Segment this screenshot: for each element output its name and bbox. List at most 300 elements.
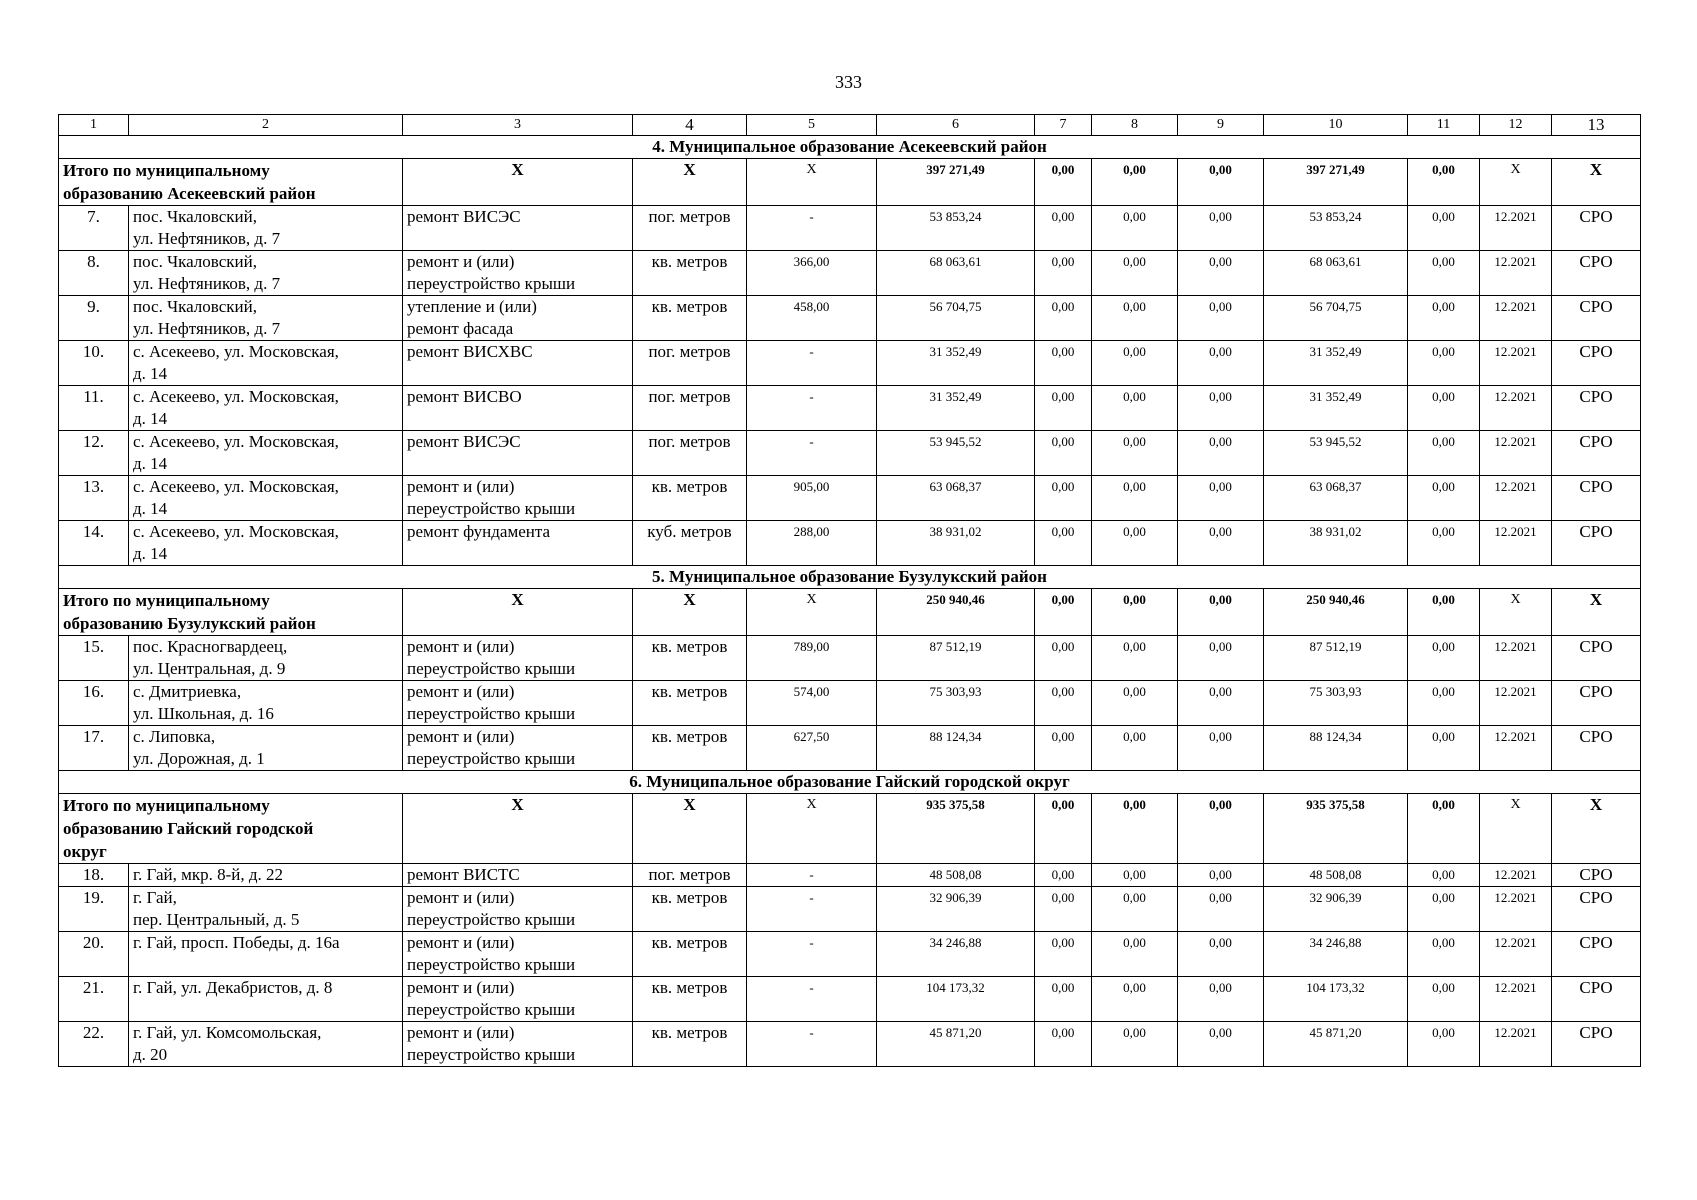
- value-cell: 0,00: [1092, 251, 1178, 296]
- value-cell: 0,00: [1178, 977, 1264, 1022]
- value-cell: 0,00: [1408, 726, 1480, 771]
- date-cell: 12.2021: [1480, 341, 1552, 386]
- value-cell: 0,00: [1178, 431, 1264, 476]
- column-number-header: 1: [59, 115, 129, 136]
- value-cell: 0,00: [1408, 932, 1480, 977]
- row-number: 18.: [59, 864, 129, 887]
- column-number-header: 6: [877, 115, 1035, 136]
- column-number-header: 9: [1178, 115, 1264, 136]
- total-cell: 0,00: [1178, 159, 1264, 206]
- row-number: 12.: [59, 431, 129, 476]
- value-cell: 0,00: [1092, 341, 1178, 386]
- value-cell: 0,00: [1178, 341, 1264, 386]
- address-line: д. 20: [133, 1045, 168, 1064]
- cost-cell: 32 906,39: [877, 887, 1035, 932]
- quantity-cell: -: [747, 1022, 877, 1067]
- value-cell: 0,00: [1408, 887, 1480, 932]
- address-cell: [129, 341, 403, 386]
- unit-cell: кв. метров: [633, 977, 747, 1022]
- cost-cell: 63 068,37: [1264, 476, 1408, 521]
- section-title-row: [59, 566, 1641, 589]
- address-line: пер. Центральный, д. 5: [133, 910, 300, 929]
- work-type-cell: [403, 932, 633, 977]
- work-type-cell: [403, 386, 633, 431]
- address-cell: [129, 887, 403, 932]
- value-cell: 0,00: [1092, 636, 1178, 681]
- date-cell: 12.2021: [1480, 864, 1552, 887]
- work-type-line: ремонт и (или): [407, 978, 515, 997]
- table-row: [59, 341, 1641, 386]
- cost-cell: 53 853,24: [877, 206, 1035, 251]
- total-cell: 0,00: [1092, 159, 1178, 206]
- cost-cell: 32 906,39: [1264, 887, 1408, 932]
- column-number-header: 5: [747, 115, 877, 136]
- table-row: [59, 476, 1641, 521]
- column-number-header: 12: [1480, 115, 1552, 136]
- address-cell: [129, 726, 403, 771]
- address-line: г. Гай, ул. Декабристов, д. 8: [133, 978, 333, 997]
- unit-cell: пог. метров: [633, 341, 747, 386]
- work-type-cell: [403, 206, 633, 251]
- address-cell: [129, 386, 403, 431]
- address-line: с. Дмитриевка,: [133, 682, 242, 701]
- value-cell: 0,00: [1092, 726, 1178, 771]
- address-cell: [129, 1022, 403, 1067]
- cost-cell: 53 945,52: [1264, 431, 1408, 476]
- quantity-cell: -: [747, 864, 877, 887]
- work-type-line: переустройство крыши: [407, 910, 576, 929]
- date-cell: 12.2021: [1480, 476, 1552, 521]
- total-cell-x: X: [747, 159, 877, 206]
- address-line: пос. Чкаловский,: [133, 207, 257, 226]
- address-line: ул. Центральная, д. 9: [133, 659, 286, 678]
- total-cell: 0,00: [1092, 794, 1178, 864]
- value-cell: 0,00: [1092, 1022, 1178, 1067]
- value-cell: 0,00: [1178, 296, 1264, 341]
- executor-cell: СРО: [1552, 476, 1641, 521]
- value-cell: 0,00: [1035, 726, 1092, 771]
- address-line: д. 14: [133, 364, 168, 383]
- address-line: ул. Нефтяников, д. 7: [133, 319, 281, 338]
- total-label-line: Итого по муниципальному: [63, 796, 270, 815]
- total-sum: 935 375,58: [1264, 794, 1408, 864]
- unit-cell: кв. метров: [633, 251, 747, 296]
- value-cell: 0,00: [1035, 977, 1092, 1022]
- total-cell-x: X: [633, 794, 747, 864]
- table-row: [59, 206, 1641, 251]
- executor-cell: СРО: [1552, 636, 1641, 681]
- total-cell: 0,00: [1178, 589, 1264, 636]
- work-type-line: ремонт и (или): [407, 888, 515, 907]
- quantity-cell: 574,00: [747, 681, 877, 726]
- address-line: пос. Чкаловский,: [133, 297, 257, 316]
- cost-cell: 75 303,93: [877, 681, 1035, 726]
- unit-cell: куб. метров: [633, 521, 747, 566]
- unit-cell: пог. метров: [633, 206, 747, 251]
- table-row: [59, 864, 1641, 887]
- work-type-cell: [403, 476, 633, 521]
- total-cell-x: X: [747, 589, 877, 636]
- value-cell: 0,00: [1035, 1022, 1092, 1067]
- cost-cell: 63 068,37: [877, 476, 1035, 521]
- value-cell: 0,00: [1408, 864, 1480, 887]
- total-label-line: образованию Асекеевский район: [63, 184, 316, 203]
- executor-cell: СРО: [1552, 932, 1641, 977]
- value-cell: 0,00: [1035, 296, 1092, 341]
- address-line: г. Гай, просп. Победы, д. 16а: [133, 933, 340, 952]
- table-row: [59, 932, 1641, 977]
- total-cell: 0,00: [1408, 159, 1480, 206]
- table-row: [59, 1022, 1641, 1067]
- total-label-line: Итого по муниципальному: [63, 591, 270, 610]
- value-cell: 0,00: [1092, 887, 1178, 932]
- work-type-line: ремонт и (или): [407, 477, 515, 496]
- address-line: с. Асекеево, ул. Московская,: [133, 387, 339, 406]
- address-cell: [129, 206, 403, 251]
- work-type-cell: [403, 251, 633, 296]
- work-type-cell: [403, 887, 633, 932]
- work-type-line: ремонт фундамента: [407, 522, 551, 541]
- quantity-cell: 458,00: [747, 296, 877, 341]
- value-cell: 0,00: [1035, 681, 1092, 726]
- work-type-line: ремонт и (или): [407, 727, 515, 746]
- work-type-cell: [403, 341, 633, 386]
- quantity-cell: -: [747, 386, 877, 431]
- section-title-row: [59, 771, 1641, 794]
- work-type-line: утепление и (или): [407, 297, 537, 316]
- executor-cell: СРО: [1552, 521, 1641, 566]
- value-cell: 0,00: [1408, 296, 1480, 341]
- work-type-line: ремонт ВИСХВС: [407, 342, 533, 361]
- executor-cell: СРО: [1552, 341, 1641, 386]
- table-row: [59, 386, 1641, 431]
- work-type-cell: [403, 1022, 633, 1067]
- total-cell-x: X: [1552, 794, 1641, 864]
- value-cell: 0,00: [1408, 681, 1480, 726]
- date-cell: 12.2021: [1480, 681, 1552, 726]
- column-number-header: 13: [1552, 115, 1641, 136]
- date-cell: 12.2021: [1480, 636, 1552, 681]
- cost-cell: 88 124,34: [1264, 726, 1408, 771]
- cost-cell: 53 853,24: [1264, 206, 1408, 251]
- date-cell: 12.2021: [1480, 296, 1552, 341]
- column-number-header: 2: [129, 115, 403, 136]
- total-sum: 935 375,58: [877, 794, 1035, 864]
- row-number: 11.: [59, 386, 129, 431]
- total-cell-x: X: [1480, 589, 1552, 636]
- address-cell: [129, 681, 403, 726]
- section-title-row: [59, 136, 1641, 159]
- unit-cell: кв. метров: [633, 476, 747, 521]
- executor-cell: СРО: [1552, 977, 1641, 1022]
- unit-cell: пог. метров: [633, 864, 747, 887]
- executor-cell: СРО: [1552, 864, 1641, 887]
- work-type-line: переустройство крыши: [407, 749, 576, 768]
- value-cell: 0,00: [1178, 521, 1264, 566]
- total-cell-x: X: [633, 589, 747, 636]
- quantity-cell: -: [747, 887, 877, 932]
- date-cell: 12.2021: [1480, 932, 1552, 977]
- address-line: д. 14: [133, 499, 168, 518]
- value-cell: 0,00: [1035, 386, 1092, 431]
- work-type-cell: [403, 296, 633, 341]
- total-label-line: образованию Бузулукский район: [63, 614, 316, 633]
- total-cell-x: X: [1552, 159, 1641, 206]
- value-cell: 0,00: [1092, 681, 1178, 726]
- table-body: [59, 115, 1641, 1067]
- work-type-cell: [403, 521, 633, 566]
- table-row: [59, 431, 1641, 476]
- row-number: 10.: [59, 341, 129, 386]
- value-cell: 0,00: [1408, 206, 1480, 251]
- value-cell: 0,00: [1092, 386, 1178, 431]
- address-line: г. Гай,: [133, 888, 177, 907]
- total-cell: 0,00: [1092, 589, 1178, 636]
- work-type-line: переустройство крыши: [407, 274, 576, 293]
- value-cell: 0,00: [1408, 636, 1480, 681]
- quantity-cell: 627,50: [747, 726, 877, 771]
- cost-cell: 56 704,75: [877, 296, 1035, 341]
- address-cell: [129, 251, 403, 296]
- unit-cell: пог. метров: [633, 386, 747, 431]
- unit-cell: кв. метров: [633, 887, 747, 932]
- total-label-line: образованию Гайский городской: [63, 819, 314, 838]
- work-type-line: ремонт ВИСЭС: [407, 207, 521, 226]
- address-cell: [129, 977, 403, 1022]
- cost-cell: 68 063,61: [877, 251, 1035, 296]
- row-number: 21.: [59, 977, 129, 1022]
- work-type-line: переустройство крыши: [407, 659, 576, 678]
- value-cell: 0,00: [1178, 932, 1264, 977]
- table-row: [59, 681, 1641, 726]
- value-cell: 0,00: [1178, 251, 1264, 296]
- address-line: ул. Нефтяников, д. 7: [133, 274, 281, 293]
- total-sum: 397 271,49: [877, 159, 1035, 206]
- work-type-line: ремонт и (или): [407, 637, 515, 656]
- value-cell: 0,00: [1408, 521, 1480, 566]
- total-cell: 0,00: [1035, 794, 1092, 864]
- cost-cell: 45 871,20: [877, 1022, 1035, 1067]
- row-number: 15.: [59, 636, 129, 681]
- quantity-cell: -: [747, 431, 877, 476]
- work-type-line: переустройство крыши: [407, 1045, 576, 1064]
- total-sum: 250 940,46: [1264, 589, 1408, 636]
- row-number: 17.: [59, 726, 129, 771]
- column-number-header: 7: [1035, 115, 1092, 136]
- cost-cell: 31 352,49: [877, 341, 1035, 386]
- executor-cell: СРО: [1552, 251, 1641, 296]
- address-cell: [129, 296, 403, 341]
- quantity-cell: 789,00: [747, 636, 877, 681]
- quantity-cell: 366,00: [747, 251, 877, 296]
- value-cell: 0,00: [1178, 726, 1264, 771]
- total-label: [59, 589, 403, 636]
- cost-cell: 104 173,32: [1264, 977, 1408, 1022]
- address-line: с. Липовка,: [133, 727, 216, 746]
- table-row: [59, 521, 1641, 566]
- capital-repair-table: [58, 114, 1641, 1067]
- cost-cell: 34 246,88: [1264, 932, 1408, 977]
- unit-cell: кв. метров: [633, 1022, 747, 1067]
- work-type-cell: [403, 977, 633, 1022]
- total-cell: 0,00: [1178, 794, 1264, 864]
- executor-cell: СРО: [1552, 726, 1641, 771]
- total-cell: 0,00: [1408, 794, 1480, 864]
- value-cell: 0,00: [1035, 636, 1092, 681]
- cost-cell: 75 303,93: [1264, 681, 1408, 726]
- value-cell: 0,00: [1408, 1022, 1480, 1067]
- value-cell: 0,00: [1035, 864, 1092, 887]
- value-cell: 0,00: [1092, 296, 1178, 341]
- value-cell: 0,00: [1408, 386, 1480, 431]
- total-label-line: округ: [63, 842, 107, 861]
- total-cell-x: X: [403, 159, 633, 206]
- address-line: с. Асекеево, ул. Московская,: [133, 477, 339, 496]
- quantity-cell: -: [747, 977, 877, 1022]
- cost-cell: 104 173,32: [877, 977, 1035, 1022]
- header-row: [59, 115, 1641, 136]
- row-number: 22.: [59, 1022, 129, 1067]
- date-cell: 12.2021: [1480, 251, 1552, 296]
- value-cell: 0,00: [1092, 977, 1178, 1022]
- quantity-cell: -: [747, 932, 877, 977]
- cost-cell: 45 871,20: [1264, 1022, 1408, 1067]
- value-cell: 0,00: [1178, 476, 1264, 521]
- value-cell: 0,00: [1035, 476, 1092, 521]
- cost-cell: 31 352,49: [1264, 341, 1408, 386]
- value-cell: 0,00: [1408, 431, 1480, 476]
- total-cell-x: X: [1480, 794, 1552, 864]
- address-line: пос. Красногвардеец,: [133, 637, 288, 656]
- section-title: 6. Муниципальное образование Гайский городской округ: [59, 771, 1641, 794]
- address-line: с. Асекеево, ул. Московская,: [133, 342, 339, 361]
- date-cell: 12.2021: [1480, 431, 1552, 476]
- cost-cell: 48 508,08: [877, 864, 1035, 887]
- value-cell: 0,00: [1035, 521, 1092, 566]
- total-cell: 0,00: [1035, 159, 1092, 206]
- value-cell: 0,00: [1035, 932, 1092, 977]
- executor-cell: СРО: [1552, 386, 1641, 431]
- total-cell-x: X: [1480, 159, 1552, 206]
- row-number: 19.: [59, 887, 129, 932]
- address-line: д. 14: [133, 409, 168, 428]
- executor-cell: СРО: [1552, 887, 1641, 932]
- date-cell: 12.2021: [1480, 726, 1552, 771]
- cost-cell: 87 512,19: [1264, 636, 1408, 681]
- date-cell: 12.2021: [1480, 206, 1552, 251]
- executor-cell: СРО: [1552, 681, 1641, 726]
- address-line: ул. Школьная, д. 16: [133, 704, 274, 723]
- work-type-line: ремонт и (или): [407, 252, 515, 271]
- cost-cell: 87 512,19: [877, 636, 1035, 681]
- value-cell: 0,00: [1178, 681, 1264, 726]
- unit-cell: кв. метров: [633, 296, 747, 341]
- address-cell: [129, 864, 403, 887]
- total-cell: 0,00: [1408, 589, 1480, 636]
- quantity-cell: 288,00: [747, 521, 877, 566]
- total-label-line: Итого по муниципальному: [63, 161, 270, 180]
- page-number: 333: [835, 72, 862, 92]
- value-cell: 0,00: [1092, 431, 1178, 476]
- column-number-header: 4: [633, 115, 747, 136]
- value-cell: 0,00: [1092, 476, 1178, 521]
- date-cell: 12.2021: [1480, 977, 1552, 1022]
- address-line: с. Асекеево, ул. Московская,: [133, 522, 339, 541]
- executor-cell: СРО: [1552, 1022, 1641, 1067]
- total-sum: 397 271,49: [1264, 159, 1408, 206]
- value-cell: 0,00: [1092, 206, 1178, 251]
- address-line: пос. Чкаловский,: [133, 252, 257, 271]
- value-cell: 0,00: [1408, 341, 1480, 386]
- row-number: 16.: [59, 681, 129, 726]
- work-type-line: ремонт и (или): [407, 933, 515, 952]
- address-line: ул. Нефтяников, д. 7: [133, 229, 281, 248]
- value-cell: 0,00: [1092, 864, 1178, 887]
- cost-cell: 56 704,75: [1264, 296, 1408, 341]
- column-number-header: 3: [403, 115, 633, 136]
- value-cell: 0,00: [1035, 206, 1092, 251]
- row-number: 14.: [59, 521, 129, 566]
- address-line: ул. Дорожная, д. 1: [133, 749, 265, 768]
- section-title: 4. Муниципальное образование Асекеевский район: [59, 136, 1641, 159]
- unit-cell: кв. метров: [633, 932, 747, 977]
- cost-cell: 88 124,34: [877, 726, 1035, 771]
- total-label: [59, 794, 403, 864]
- total-cell-x: X: [1552, 589, 1641, 636]
- total-row: [59, 589, 1641, 636]
- total-cell-x: X: [747, 794, 877, 864]
- address-line: г. Гай, ул. Комсомольская,: [133, 1023, 322, 1042]
- row-number: 20.: [59, 932, 129, 977]
- row-number: 7.: [59, 206, 129, 251]
- address-line: д. 14: [133, 544, 168, 563]
- value-cell: 0,00: [1408, 476, 1480, 521]
- table-row: [59, 977, 1641, 1022]
- work-type-cell: [403, 726, 633, 771]
- date-cell: 12.2021: [1480, 1022, 1552, 1067]
- date-cell: 12.2021: [1480, 887, 1552, 932]
- total-cell: 0,00: [1035, 589, 1092, 636]
- work-type-line: ремонт и (или): [407, 1023, 515, 1042]
- row-number: 13.: [59, 476, 129, 521]
- address-cell: [129, 932, 403, 977]
- work-type-line: переустройство крыши: [407, 955, 576, 974]
- work-type-line: ремонт и (или): [407, 682, 515, 701]
- total-sum: 250 940,46: [877, 589, 1035, 636]
- quantity-cell: 905,00: [747, 476, 877, 521]
- work-type-cell: [403, 431, 633, 476]
- total-label: [59, 159, 403, 206]
- column-number-header: 11: [1408, 115, 1480, 136]
- address-line: г. Гай, мкр. 8-й, д. 22: [133, 865, 284, 884]
- unit-cell: кв. метров: [633, 726, 747, 771]
- work-type-line: переустройство крыши: [407, 704, 576, 723]
- unit-cell: кв. метров: [633, 681, 747, 726]
- cost-cell: 31 352,49: [877, 386, 1035, 431]
- cost-cell: 53 945,52: [877, 431, 1035, 476]
- total-cell-x: X: [403, 589, 633, 636]
- quantity-cell: -: [747, 341, 877, 386]
- work-type-line: ремонт ВИСЭС: [407, 432, 521, 451]
- table-row: [59, 726, 1641, 771]
- address-cell: [129, 636, 403, 681]
- table-row: [59, 636, 1641, 681]
- work-type-line: ремонт фасада: [407, 319, 514, 338]
- value-cell: 0,00: [1092, 932, 1178, 977]
- value-cell: 0,00: [1178, 864, 1264, 887]
- unit-cell: пог. метров: [633, 431, 747, 476]
- value-cell: 0,00: [1035, 251, 1092, 296]
